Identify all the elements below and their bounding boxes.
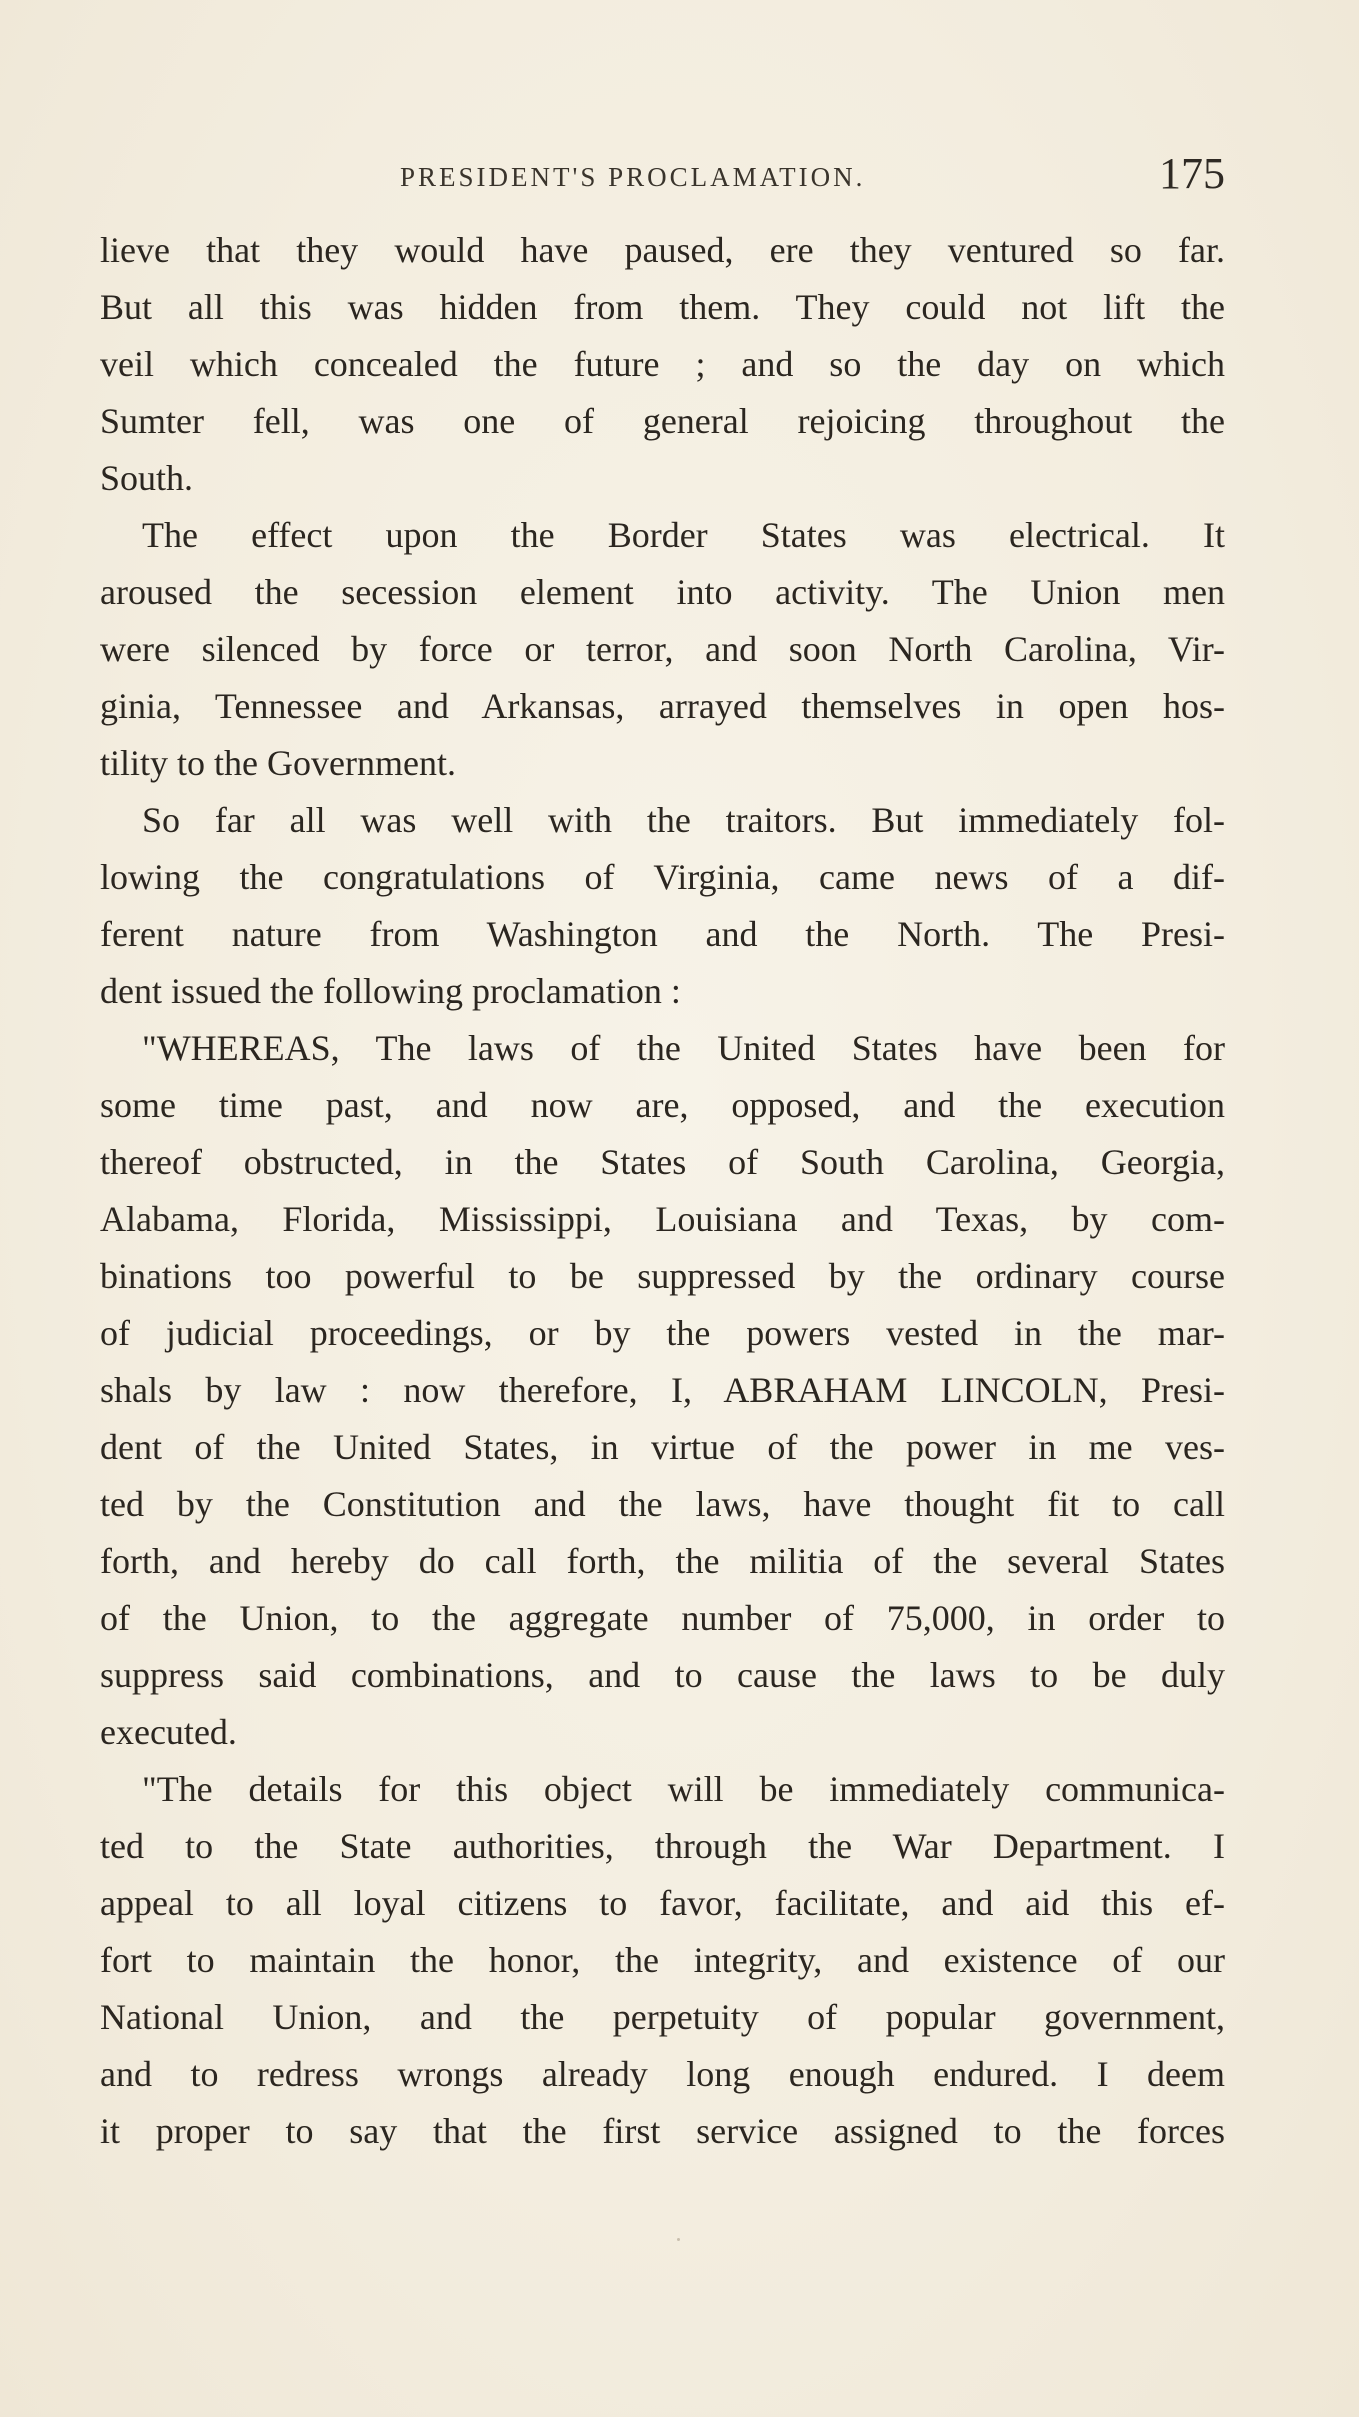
text-line: ferent nature from Washington and the North. The Presi- — [100, 914, 1225, 954]
text-line: dent of the United States, in virtue of the power in me ves- — [100, 1427, 1225, 1467]
text-line: dent issued the following proclamation : — [100, 971, 681, 1011]
text-line: thereof obstructed, in the States of South Carolina, Georgia, — [100, 1142, 1225, 1182]
text-line: tility to the Government. — [100, 743, 456, 783]
text-line: some time past, and now are, opposed, and the execution — [100, 1085, 1225, 1125]
text-line: "The details for this object will be immediately communica- — [142, 1769, 1225, 1809]
text-line: suppress said combinations, and to cause the laws to be duly — [100, 1655, 1225, 1695]
body-text — [100, 222, 1225, 2160]
text-line: fort to maintain the honor, the integrity, and existence of our — [100, 1940, 1225, 1980]
text-line: it proper to say that the first service assigned to the forces — [100, 2111, 1225, 2151]
text-line: "WHEREAS, The laws of the United States have been for — [142, 1028, 1225, 1068]
text-line: National Union, and the perpetuity of popular government, — [100, 1997, 1225, 2037]
text-line: forth, and hereby do call forth, the militia of the several States — [100, 1541, 1225, 1581]
page-number: 175 — [1159, 149, 1225, 198]
page-header — [100, 140, 1225, 210]
text-line: veil which concealed the future ; and so the day on which — [100, 344, 1225, 384]
text-line: So far all was well with the traitors. But immediately fol- — [142, 800, 1225, 840]
text-line: binations too powerful to be suppressed by the ordinary course — [100, 1256, 1225, 1296]
text-line: Sumter fell, was one of general rejoicing throughout the — [100, 401, 1225, 441]
text-line: appeal to all loyal citizens to favor, facilitate, and aid this ef- — [100, 1883, 1225, 1923]
text-line: Alabama, Florida, Mississippi, Louisiana and Texas, by com- — [100, 1199, 1225, 1239]
text-line: executed. — [100, 1712, 237, 1752]
text-line: lieve that they would have paused, ere they ventured so far. — [100, 230, 1225, 270]
text-line: aroused the secession element into activity. The Union men — [100, 572, 1225, 612]
text-line: But all this was hidden from them. They could not lift the — [100, 287, 1225, 327]
text-line: of judicial proceedings, or by the powers vested in the mar- — [100, 1313, 1225, 1353]
running-title: PRESIDENT'S PROCLAMATION. — [400, 162, 866, 192]
text-line: ted by the Constitution and the laws, have thought fit to call — [100, 1484, 1225, 1524]
text-line: and to redress wrongs already long enough endured. I deem — [100, 2054, 1225, 2094]
text-line: lowing the congratulations of Virginia, came news of a dif- — [100, 857, 1225, 897]
text-line: of the Union, to the aggregate number of 75,000, in order to — [100, 1598, 1225, 1638]
text-line: ted to the State authorities, through the War Department. I — [100, 1826, 1225, 1866]
text-line: South. — [100, 458, 194, 498]
text-line: were silenced by force or terror, and soon North Carolina, Vir- — [100, 629, 1225, 669]
text-line: ginia, Tennessee and Arkansas, arrayed themselves in open hos- — [100, 686, 1225, 726]
text-line: shals by law : now therefore, I, ABRAHAM LINCOLN, Presi- — [100, 1370, 1225, 1410]
text-line: The effect upon the Border States was electrical. It — [142, 515, 1225, 555]
paper-speck — [677, 2238, 680, 2241]
